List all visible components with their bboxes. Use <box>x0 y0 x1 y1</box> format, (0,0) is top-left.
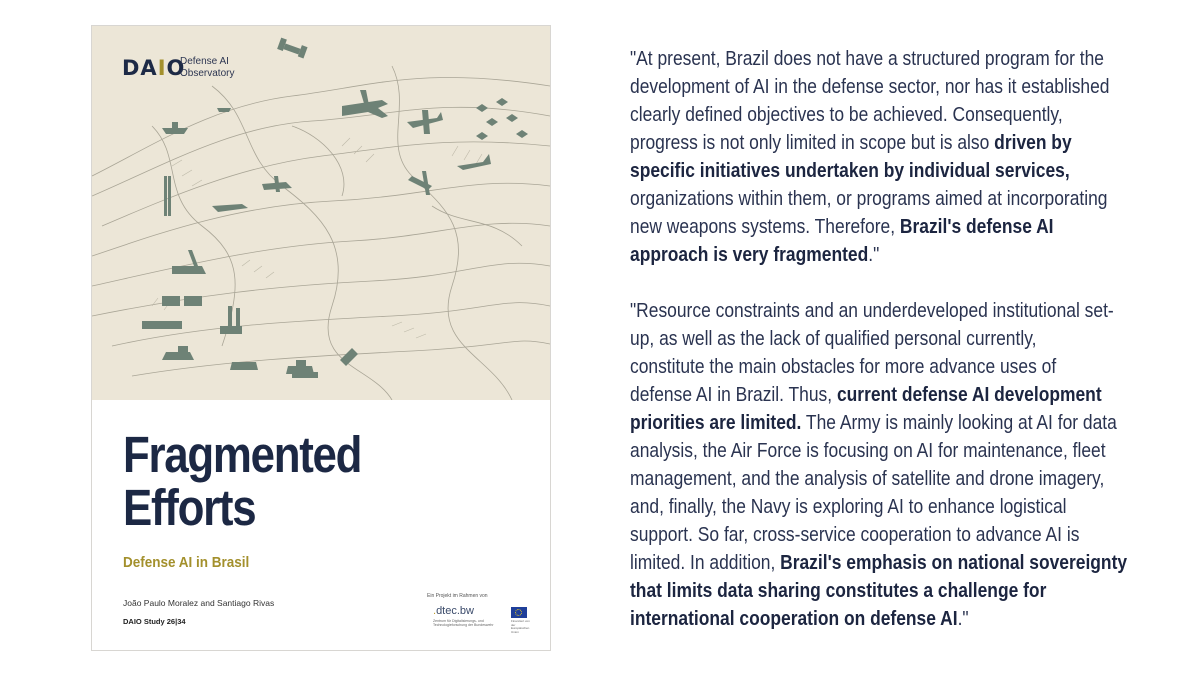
quote-2-line <box>630 409 1117 437</box>
quote-2-emphasis: priorities are limited. <box>630 411 802 434</box>
terrain-hatching <box>152 138 482 338</box>
dtec-logo-dot: . <box>433 605 437 617</box>
quote-2-text: analysis, the Air Force is focusing on AI for maintenance, fleet <box>630 439 1106 462</box>
report-cover <box>91 25 551 651</box>
logo-wordmark <box>180 56 270 80</box>
quote-2-text: up, as well as the lack of qualified personal currently, <box>630 327 1037 350</box>
partner-block <box>427 593 537 633</box>
quote-2-text: "Resource constraints and an underdeveloped institutional set- <box>630 299 1114 322</box>
quote-1-emphasis: specific initiatives undertaken by individual services, <box>630 159 1070 182</box>
eu-caption: Finanziert von der Europäischen Union <box>511 619 530 634</box>
quote-2-text: constitute the main obstacles for more advance uses of <box>630 355 1057 378</box>
quote-1-text: development of AI in the defense sector, nor has it established <box>630 75 1110 98</box>
quote-2-line <box>630 493 1089 521</box>
cover-subtitle: Defense AI in Brasil <box>123 554 250 571</box>
logo-mark <box>122 56 185 80</box>
quote-1-emphasis: driven by <box>994 131 1072 154</box>
quote-1-line <box>630 45 1105 73</box>
cover-title-line-2: Efforts <box>123 479 256 536</box>
dtec-logo <box>433 605 474 617</box>
quote-1-line <box>630 185 1108 213</box>
quote-2-line <box>630 437 1106 465</box>
cover-series-number: DAIO Study 26|34 <box>123 617 186 626</box>
quote-paragraph-1 <box>630 45 1170 269</box>
quote-1-emphasis: Brazil's defense AI <box>899 215 1054 238</box>
quote-2-emphasis: international cooperation on defense AI <box>630 607 958 630</box>
dtec-logo-text: dtec.bw <box>436 605 474 617</box>
quote-2-line <box>630 297 1114 325</box>
logo-mark-right: O <box>166 56 186 80</box>
quote-paragraph-2 <box>630 297 1170 633</box>
quote-2-text: management, and the analysis of satellite and drone imagery, <box>630 467 1105 490</box>
quote-2-line <box>630 325 1089 353</box>
terrain-contours <box>92 66 550 400</box>
quote-1-line <box>630 129 1089 157</box>
quote-1-text: progress is not only limited in scope but is also <box>630 131 995 154</box>
logo-line-2: Observatory <box>180 68 235 79</box>
quote-2-text: and, finally, the Navy is exploring AI to enhance logistical <box>630 495 1067 518</box>
quote-1-text: "At present, Brazil does not have a structured program for the <box>630 47 1105 70</box>
dtec-caption: Zentrum für Digitalisierungs- und Technologieforschung der Bundeswehr <box>433 619 494 627</box>
logo-mark-left: DA <box>122 56 158 80</box>
quote-1-line <box>630 157 1089 185</box>
quotes-panel <box>630 45 1170 633</box>
quote-2-text: support. So far, cross-service cooperation to advance AI is <box>630 523 1080 546</box>
quote-1-line <box>630 73 1110 101</box>
quote-2-emphasis: current defense AI development <box>836 383 1102 406</box>
quote-2-text: defense AI in Brazil. Thus, <box>630 383 837 406</box>
quote-2-text: The Army is mainly looking at AI for data <box>801 411 1117 434</box>
quote-2-text: limited. In addition, <box>630 551 781 574</box>
quote-2-line <box>630 577 1089 605</box>
quote-1-line <box>630 241 1089 269</box>
logo-mark-accent: I <box>157 56 167 80</box>
quote-1-line <box>630 213 1089 241</box>
logo-line-1: Defense AI <box>180 56 229 67</box>
quote-2-emphasis: Brazil's emphasis on national sovereignty <box>780 551 1128 574</box>
quote-2-line <box>630 605 1089 633</box>
quote-1-text: new weapons systems. Therefore, <box>630 215 900 238</box>
cover-title-line-1: Fragmented <box>123 426 362 483</box>
cover-illustration <box>92 26 550 400</box>
cover-title <box>123 428 467 534</box>
quote-1-emphasis: approach is very fragmented <box>630 243 869 266</box>
quote-2-line <box>630 521 1089 549</box>
military-vehicles <box>142 38 528 378</box>
terrain-map-illustration <box>92 26 550 400</box>
quote-1-text: ." <box>868 243 880 266</box>
quote-1-text: organizations within them, or programs aimed at incorporating <box>630 187 1108 210</box>
quote-1-text: clearly defined objectives to be achieved. Consequently, <box>630 103 1063 126</box>
quote-2-emphasis: that limits data sharing constitutes a challenge for <box>630 579 1047 602</box>
quote-2-line <box>630 353 1089 381</box>
quote-2-text: ." <box>957 607 969 630</box>
partner-label: Ein Projekt im Rahmen von <box>427 593 488 599</box>
quote-2-line <box>630 381 1102 409</box>
eu-flag-icon <box>511 607 527 618</box>
quote-2-line <box>630 465 1105 493</box>
cover-authors: João Paulo Moralez and Santiago Rivas <box>123 598 275 608</box>
quote-2-line <box>630 549 1128 577</box>
quote-1-line <box>630 101 1089 129</box>
